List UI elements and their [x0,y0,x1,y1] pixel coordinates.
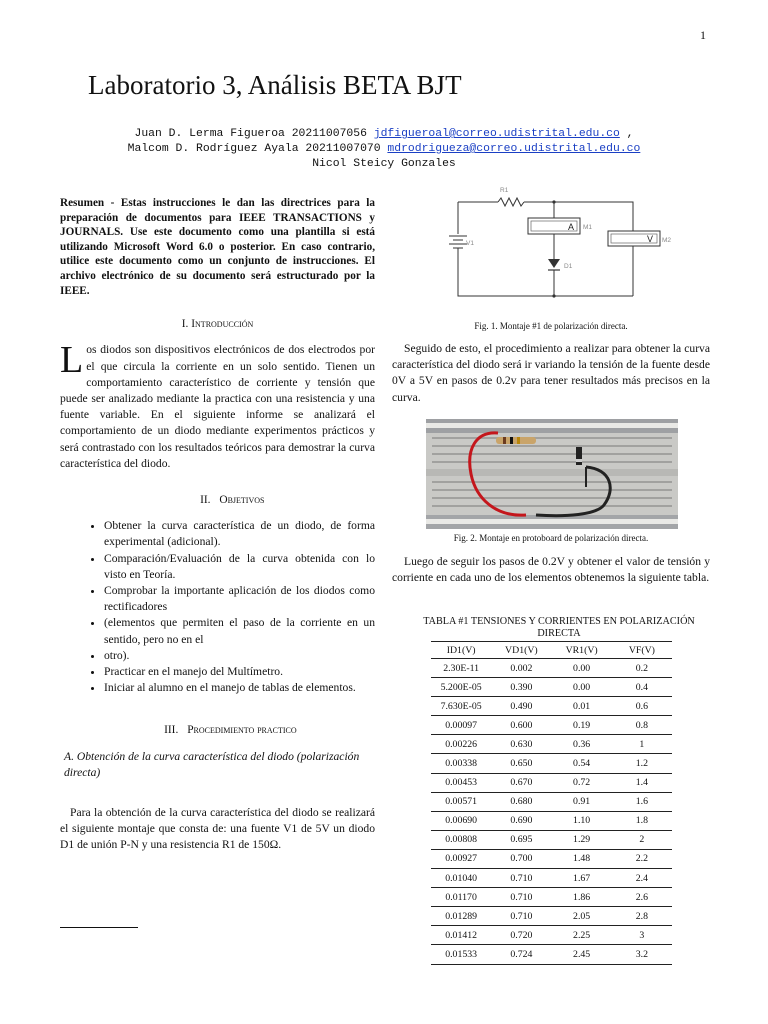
diode-d1 [548,259,560,268]
table-cell: 2.30E-11 [431,659,491,678]
author-block [60,127,708,172]
table-cell: 0.390 [491,678,551,697]
table-cell: 0.19 [552,716,612,735]
list-item: • Comparación/Evaluación de la curva obtenida con lo visto en Teoría. [104,551,375,583]
table-cell: 0.00 [552,659,612,678]
table-cell: 1.4 [612,773,672,792]
table-cell: 1.48 [552,849,612,868]
author-line-2 [60,142,708,157]
source-v1 [449,236,467,248]
table-cell: 1.67 [552,869,612,888]
table-cell: 0.6 [612,697,672,716]
page-number: 1 [700,28,706,42]
table-cell: 0.00338 [431,754,491,773]
list-item: • Obtener la curva característica de un diodo, de forma experimental (adicional). [104,518,375,550]
list-item: • Practicar en el manejo del Multímetro. [104,664,375,680]
table-cell: 0.700 [491,849,551,868]
table-cell: 2.4 [612,869,672,888]
author-name-1: Juan D. Lerma Figueroa 20211007056 [134,128,374,140]
table-cell: 0.01289 [431,907,491,926]
table-row [431,869,672,888]
table-row [431,792,672,811]
table-cell: 0.01170 [431,888,491,907]
table-cell: 0.724 [491,945,551,964]
table-header-cell: VD1(V) [491,642,551,659]
table-cell: 2.05 [552,907,612,926]
table-cell: 2.8 [612,907,672,926]
table-cell: 0.91 [552,792,612,811]
list-item: • (elementos que permiten el paso de la corriente en un sentido, pero no en el [104,615,375,647]
label-d1: D1 [564,263,573,270]
figure-2-caption: Fig. 2. Montaje en protoboard de polarización directa. [453,533,649,543]
table-cell: 0.680 [491,792,551,811]
table-cell: 0.600 [491,716,551,735]
table-cell: 1.29 [552,830,612,849]
table-row [431,678,672,697]
resistor-r1 [498,198,524,206]
table-cell: 3 [612,926,672,945]
table-header-row [431,642,672,659]
table-cell: 0.01533 [431,945,491,964]
table-cell: 7.630E-05 [431,697,491,716]
table-cell: 0.01412 [431,926,491,945]
table-title: TABLA #1 TENSIONES Y CORRIENTES EN POLARIZACIÓN DIRECTA [423,616,695,639]
table-row [431,849,672,868]
footnote-rule [60,927,138,928]
table-cell: 1 [612,735,672,754]
table-row [431,811,672,830]
list-item: • Comprobar la importante aplicación de los diodos como rectificadores [104,583,375,615]
table-row [431,659,672,678]
table-cell: 3.2 [612,945,672,964]
table-cell: 0.002 [491,659,551,678]
table-cell: 0.54 [552,754,612,773]
section-heading-introduccion: I. Introducción [181,318,254,331]
section-heading-objetivos: II. Objetivos [200,493,265,506]
table-cell: 2 [612,830,672,849]
table-cell: 1.10 [552,811,612,830]
figure-1-caption: Fig. 1. Montaje #1 de polarización directa. [474,321,628,331]
list-item: • otro). [104,648,375,664]
protoboard-photo [426,419,678,529]
table-cell: 0.72 [552,773,612,792]
table-cell: 0.00690 [431,811,491,830]
table-cell: 1.8 [612,811,672,830]
intro-paragraph: Los diodos son dispositivos electrónicos de dos electrodos por el que circula la corriente en un solo sentido. Tienen un comportamiento característico de corriente y tensión que puede ser analizado mediante la practica con una resistencia y una fuente variable. En el siguiente informe se analizará el comportamiento de un diodo mediante experimentos prácticos y será contrastado con los resultados teóricos para demostrar la curva característica del diodo. [60,339,375,470]
table-cell: 1.6 [612,792,672,811]
table-cell: 0.630 [491,735,551,754]
table-cell: 0.670 [491,773,551,792]
ammeter-letter: A [568,222,575,232]
table-cell: 0.00226 [431,735,491,754]
author-email-1[interactable]: jdfigueroal@correo.udistrital.edu.co [373,128,620,140]
right-paragraph-1: Seguido de esto, el procedimiento a realizar para obtener la curva característica del diodo será ir variando la tensión de la fuente desde 0V a 5V en pasos de 0.2v para tener resultados más precisos en la curva. [392,342,710,404]
author-email-2[interactable]: mdrodrigueza@correo.udistrital.edu.co [387,143,641,155]
label-m1: M1 [583,224,593,231]
table-cell: 2.45 [552,945,612,964]
table-row [431,773,672,792]
author-name-2: Malcom D. Rodríguez Ayala 20211007070 [127,143,388,155]
table-cell: 0.00453 [431,773,491,792]
table-cell: 1.86 [552,888,612,907]
table-row [431,945,672,964]
table-header-cell: ID1(V) [431,642,491,659]
table-cell: 0.650 [491,754,551,773]
table-cell: 0.00808 [431,830,491,849]
table-cell: 0.01 [552,697,612,716]
table-cell: 0.690 [491,811,551,830]
table-cell: 0.00 [552,678,612,697]
resistor [496,437,536,444]
table-header-cell: VF(V) [612,642,672,659]
table-cell: 1.2 [612,754,672,773]
subsection-heading: A. Obtención de la curva característica del diodo (polarización directa) [64,749,360,779]
table-cell: 0.8 [612,716,672,735]
table-cell: 0.00927 [431,849,491,868]
procedure-paragraph: Para la obtención de la curva característica del diodo se realizará el siguiente montaje que consta de: una fuente V1 de 5V un diodo D1 de unión P-N y una resistencia R1 de 150Ω. [60,806,375,852]
document-title: Laboratorio 3, Análisis BETA BJT [88,70,462,100]
abstract: Resumen - Estas instrucciones le dan las directrices para la preparación de documentos para IEEE TRANSACTIONS y JOURNALS. Use este documento como una plantilla si está utilizando Microsoft Word 6.0 o posterior. En caso contrario, utilice este documento como un conjunto de instrucciones. El archivo electrónico de su documento será estructurado por la IEEE. [60,197,375,297]
section-heading-procedimiento: III. Procedimiento practico [164,724,297,737]
circuit-diagram [440,184,670,304]
right-paragraph-2: Luego de seguir los pasos de 0.2V y obtener el valor de tensión y corriente en cada uno de los elementos obtenemos la siguiente tabla. [392,555,710,585]
author-line-1: Juan D. Lerma Figueroa 20211007056 jdfigueroal@correo.udistrital.edu.co , [134,128,634,140]
table-row [431,926,672,945]
table-row [431,830,672,849]
table-header-cell: VR1(V) [552,642,612,659]
table-body [431,659,672,965]
table-row [431,697,672,716]
table-cell: 0.710 [491,869,551,888]
table-cell: 0.720 [491,926,551,945]
author-name-3: Nicol Steicy Gonzales [312,158,456,170]
objectives-list [60,518,375,696]
table-row [431,716,672,735]
table-cell: 0.490 [491,697,551,716]
label-m2: M2 [662,237,672,244]
table-cell: 0.4 [612,678,672,697]
table-row [431,754,672,773]
author-line-3 [60,157,708,172]
table-cell: 5.200E-05 [431,678,491,697]
table-cell: 0.2 [612,659,672,678]
table-cell: 2.25 [552,926,612,945]
drop-cap: L [60,339,84,382]
table-cell: 0.01040 [431,869,491,888]
voltmeter-letter: V [647,234,654,244]
table-cell: 2.6 [612,888,672,907]
list-item: • Iniciar al alumno en el manejo de tablas de elementos. [104,680,375,696]
table-cell: 0.00097 [431,716,491,735]
data-table [431,641,672,965]
table-cell: 0.36 [552,735,612,754]
label-v1: V1 [466,240,474,247]
table-cell: 0.710 [491,907,551,926]
table-cell: 0.710 [491,888,551,907]
table-cell: 2.2 [612,849,672,868]
table-row [431,888,672,907]
left-column [60,196,375,854]
table-cell: 0.00571 [431,792,491,811]
label-r1: R1 [500,187,509,194]
table-row [431,735,672,754]
table-row [431,907,672,926]
table-cell: 0.695 [491,830,551,849]
diode [576,447,582,465]
